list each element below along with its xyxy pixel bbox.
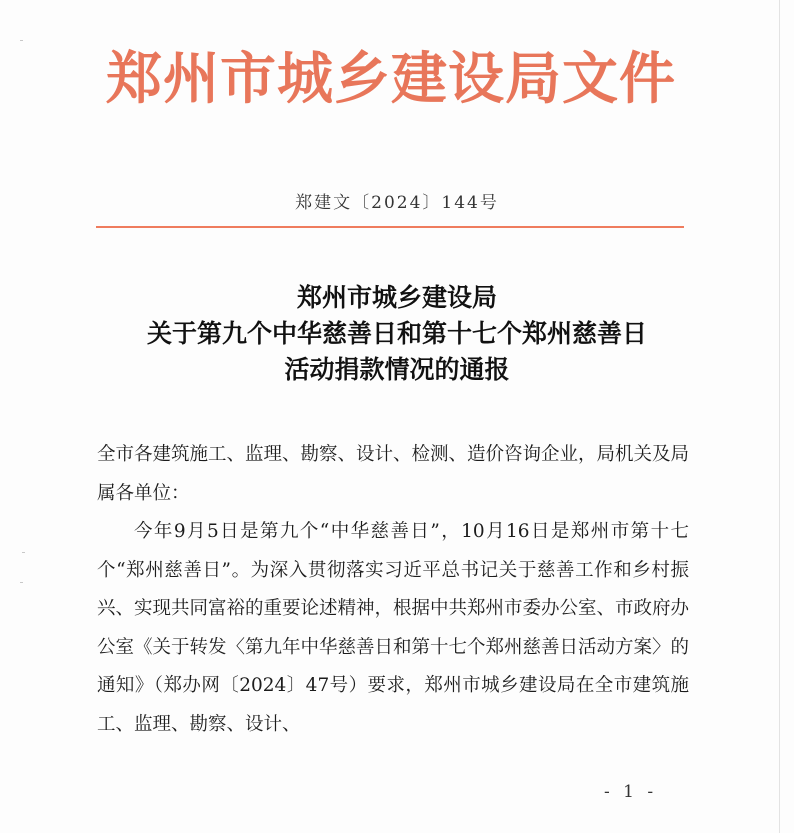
- document-masthead: 郑州市城乡建设局文件: [106, 47, 676, 112]
- document-title: [0, 280, 794, 388]
- recipients-paragraph: 全市各建筑施工、监理、勘察、设计、检测、造价咨询企业，局机关及局属各单位：: [97, 444, 690, 504]
- title-line-2: 关于第九个中华慈善日和第十七个郑州慈善日: [146, 319, 647, 348]
- scan-speck: [20, 40, 23, 41]
- page-edge-line: [779, 0, 780, 833]
- scan-speck: [20, 582, 23, 583]
- body-paragraph-1: 今年9月5日是第九个“中华慈善日”，10月16日是郑州市第十七个“郑州慈善日”。为深入贯彻落实习近平总书记关于慈善工作和乡村振兴、实现共同富裕的重要论述精神，根据中共郑州市委办公室、市政府办公室《关于转发〈第九年中华慈善日和第十七个郑州慈善日活动方案〉的通知》（郑办网〔2024〕47号）要求，郑州市城乡建设局在全市建筑施工、监理、勘察、设计、: [97, 521, 690, 735]
- scan-speck: [22, 552, 25, 553]
- page-number: - 1 -: [604, 782, 658, 802]
- title-line-3: 活动捐款情况的通报: [284, 355, 510, 384]
- red-divider-line: [96, 226, 684, 228]
- title-line-1: 郑州市城乡建设局: [296, 283, 497, 312]
- document-body: [97, 436, 689, 744]
- document-number: 郑建文〔2024〕144号: [295, 193, 499, 213]
